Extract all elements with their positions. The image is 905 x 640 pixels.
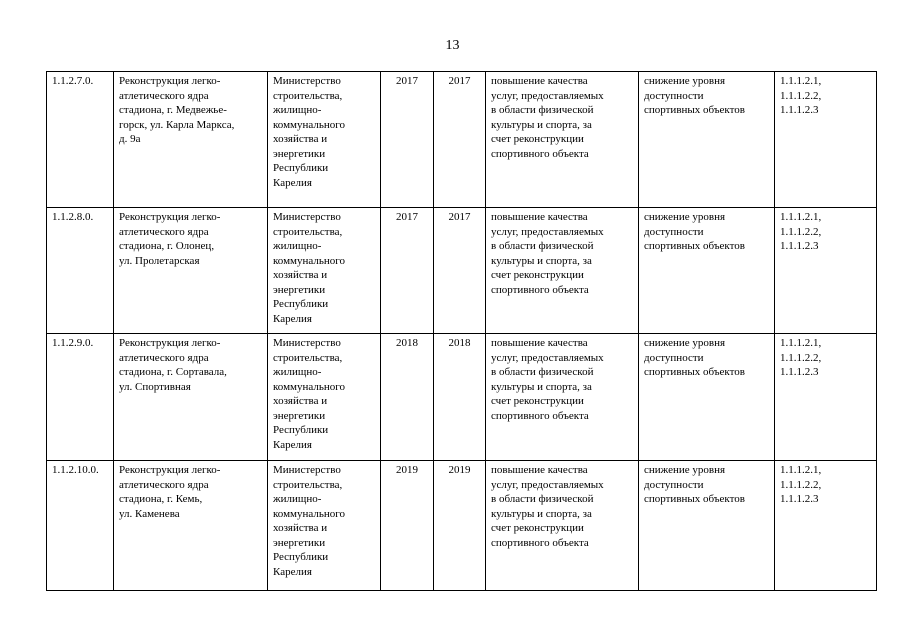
- cell-start-year: 2018: [381, 334, 434, 461]
- cell-end-year: 2017: [434, 72, 486, 208]
- cell-expected-result: повышение качества услуг, предоставляемых в области физической культуры и спорта, за счет реконструкции спортивного объекта: [486, 208, 639, 334]
- table-row: [47, 334, 877, 461]
- table-row: [47, 72, 877, 208]
- cell-start-year: 2017: [381, 208, 434, 334]
- cell-executor: Министерство строительства, жилищно- коммунального хозяйства и энергетики Республики Карелия: [268, 334, 381, 461]
- cell-number: 1.1.2.9.0.: [47, 334, 114, 461]
- program-table: [46, 71, 877, 591]
- cell-consequence: снижение уровня доступности спортивных объектов: [639, 461, 775, 591]
- cell-event-name: Реконструкция легко- атлетического ядра стадиона, г. Кемь, ул. Каменева: [114, 461, 268, 591]
- cell-expected-result: повышение качества услуг, предоставляемых в области физической культуры и спорта, за счет реконструкции спортивного объекта: [486, 72, 639, 208]
- cell-expected-result: повышение качества услуг, предоставляемых в области физической культуры и спорта, за счет реконструкции спортивного объекта: [486, 461, 639, 591]
- cell-end-year: 2017: [434, 208, 486, 334]
- table-row: [47, 208, 877, 334]
- cell-indicator-links: 1.1.1.2.1, 1.1.1.2.2, 1.1.1.2.3: [775, 208, 877, 334]
- cell-executor: Министерство строительства, жилищно- коммунального хозяйства и энергетики Республики Карелия: [268, 208, 381, 334]
- cell-event-name: Реконструкция легко- атлетического ядра стадиона, г. Олонец, ул. Пролетарская: [114, 208, 268, 334]
- cell-event-name: Реконструкция легко- атлетического ядра стадиона, г. Медвежье- горск, ул. Карла Маркса, д. 9а: [114, 72, 268, 208]
- cell-indicator-links: 1.1.1.2.1, 1.1.1.2.2, 1.1.1.2.3: [775, 334, 877, 461]
- page-number: 13: [445, 38, 460, 53]
- cell-number: 1.1.2.8.0.: [47, 208, 114, 334]
- cell-executor: Министерство строительства, жилищно- коммунального хозяйства и энергетики Республики Карелия: [268, 461, 381, 591]
- cell-number: 1.1.2.10.0.: [47, 461, 114, 591]
- cell-end-year: 2018: [434, 334, 486, 461]
- cell-end-year: 2019: [434, 461, 486, 591]
- table-row: [47, 461, 877, 591]
- cell-consequence: снижение уровня доступности спортивных объектов: [639, 208, 775, 334]
- cell-event-name: Реконструкция легко- атлетического ядра стадиона, г. Сортавала, ул. Спортивная: [114, 334, 268, 461]
- cell-consequence: снижение уровня доступности спортивных объектов: [639, 334, 775, 461]
- cell-indicator-links: 1.1.1.2.1, 1.1.1.2.2, 1.1.1.2.3: [775, 461, 877, 591]
- cell-consequence: снижение уровня доступности спортивных объектов: [639, 72, 775, 208]
- cell-executor: Министерство строительства, жилищно- коммунального хозяйства и энергетики Республики Карелия: [268, 72, 381, 208]
- cell-start-year: 2019: [381, 461, 434, 591]
- cell-expected-result: повышение качества услуг, предоставляемых в области физической культуры и спорта, за счет реконструкции спортивного объекта: [486, 334, 639, 461]
- cell-indicator-links: 1.1.1.2.1, 1.1.1.2.2, 1.1.1.2.3: [775, 72, 877, 208]
- cell-start-year: 2017: [381, 72, 434, 208]
- cell-number: 1.1.2.7.0.: [47, 72, 114, 208]
